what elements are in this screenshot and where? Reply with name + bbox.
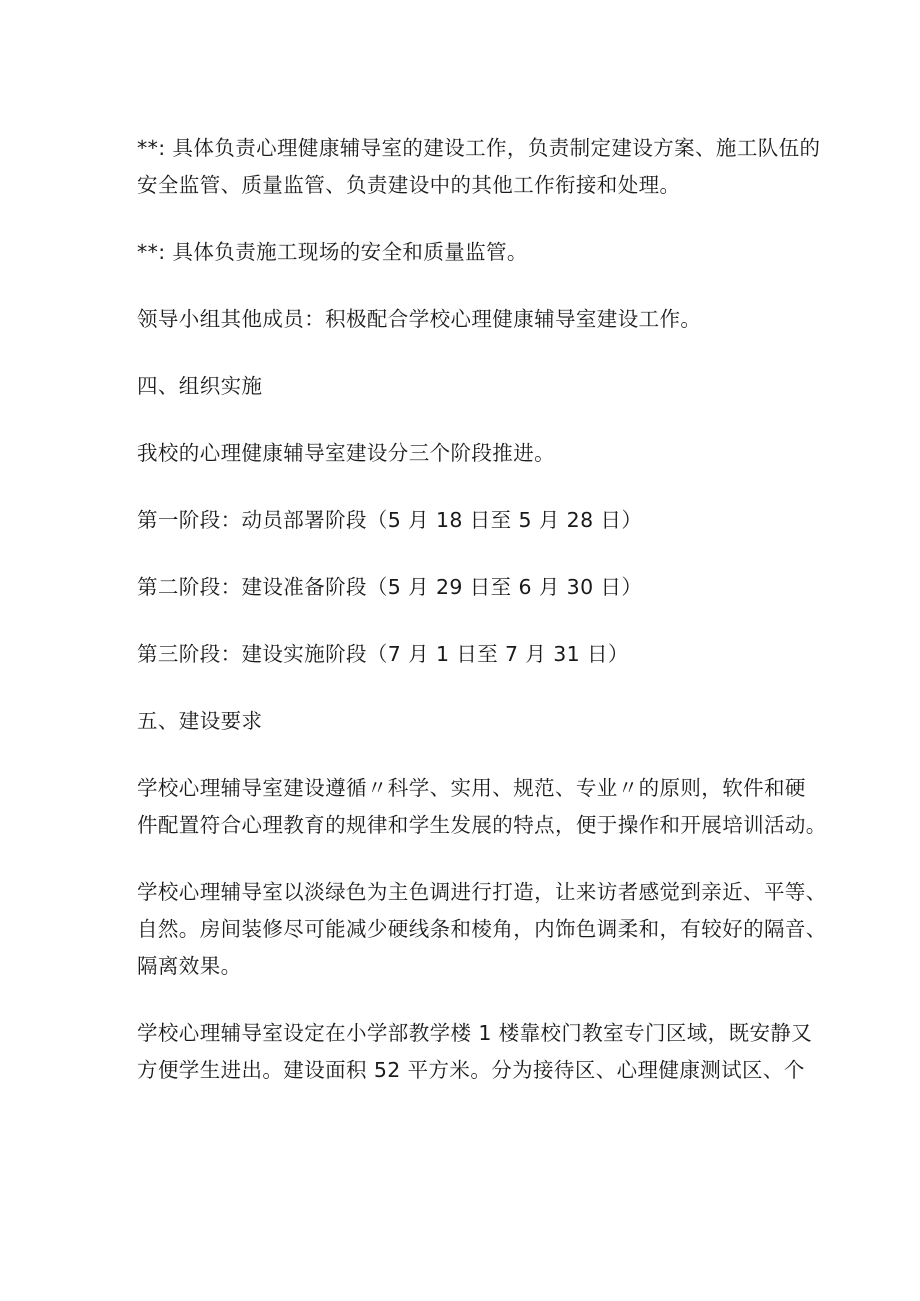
- paragraph-phase-1: [137, 502, 797, 539]
- section-heading: 五、建设要求: [137, 709, 263, 733]
- section-heading-implementation: [137, 368, 797, 405]
- text-line: 第一阶段：动员部署阶段（5 月 18 日至 5 月 28 日）: [137, 508, 643, 532]
- paragraph-duty-2: [137, 234, 797, 271]
- text-line: 方便学生进出。建设面积 52 平方米。分为接待区、心理健康测试区、个: [137, 1058, 805, 1082]
- paragraph-duty-1: [137, 130, 821, 204]
- paragraph-other-members: [137, 301, 797, 338]
- text-line: **: 具体负责施工现场的安全和质量监管。: [137, 240, 528, 264]
- text-line: **: 具体负责心理健康辅导室的建设工作，负责制定建设方案、施工队伍的: [137, 136, 821, 160]
- text-line: 我校的心理健康辅导室建设分三个阶段推进。: [137, 441, 555, 465]
- paragraph-phases-intro: [137, 435, 797, 472]
- paragraph-phase-3: [137, 636, 797, 673]
- text-line: 学校心理辅导室建设遵循〃科学、实用、规范、专业〃的原则，软件和硬: [137, 776, 806, 800]
- text-line: 件配置符合心理教育的规律和学生发展的特点，便于操作和开展培训活动。: [137, 813, 827, 837]
- text-line: 学校心理辅导室设定在小学部教学楼 1 楼靠校门教室专门区域，既安静又: [137, 1021, 813, 1045]
- text-line: 安全监管、质量监管、负责建设中的其他工作衔接和处理。: [137, 173, 681, 197]
- text-line: 第三阶段：建设实施阶段（7 月 1 日至 7 月 31 日）: [137, 642, 629, 666]
- text-line: 领导小组其他成员：积极配合学校心理健康辅导室建设工作。: [137, 307, 702, 331]
- section-heading-requirements: [137, 703, 797, 740]
- text-line: 自然。房间装修尽可能减少硬线条和棱角，内饰色调柔和，有较好的隔音、: [137, 917, 827, 941]
- paragraph-color-scheme: [137, 874, 827, 985]
- text-line: 第二阶段：建设准备阶段（5 月 29 日至 6 月 30 日）: [137, 575, 643, 599]
- document-page: [137, 130, 827, 1089]
- paragraph-location: [137, 1015, 813, 1089]
- paragraph-principles: [137, 770, 827, 844]
- section-heading: 四、组织实施: [137, 374, 263, 398]
- text-line: 隔离效果。: [137, 954, 242, 978]
- paragraph-phase-2: [137, 569, 797, 606]
- text-line: 学校心理辅导室以淡绿色为主色调进行打造，让来访者感觉到亲近、平等、: [137, 880, 827, 904]
